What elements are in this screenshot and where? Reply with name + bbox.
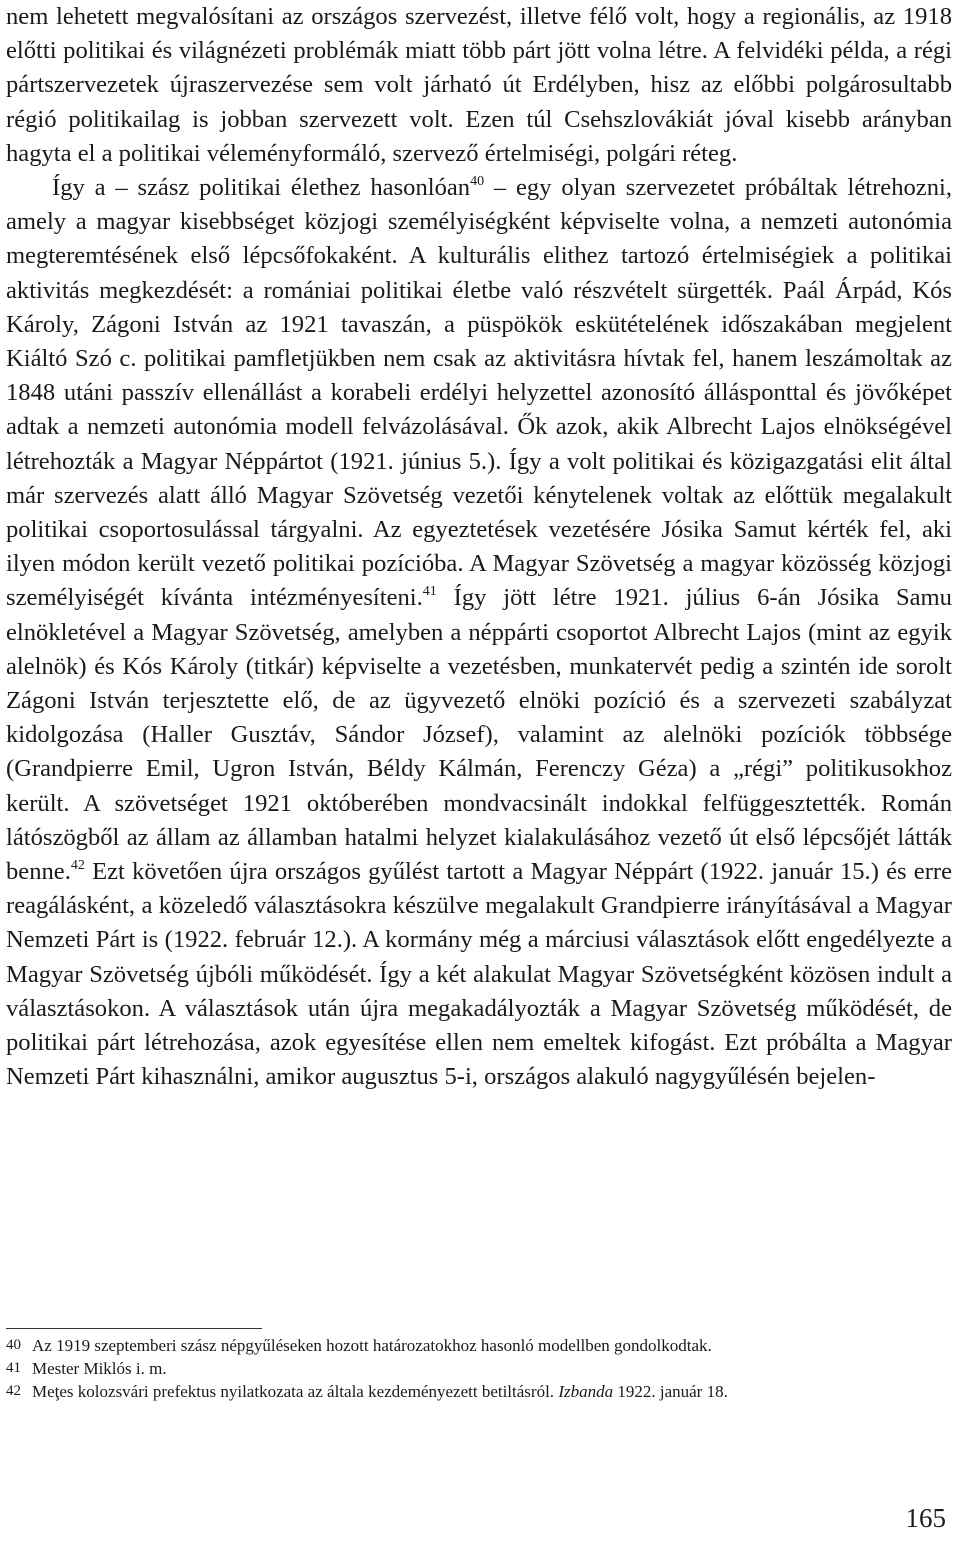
footnote-text xyxy=(32,1380,952,1403)
paragraph-2-segment-4: Ezt követően újra országos gyűlést tartott a Magyar Néppárt (1922. január 15.) és erre reagálásként, a közeledő választásokra készülve megalakult Grandpierre irányításával a Magyar Nemzeti Párt is (1922. február 12.). A kormány még a márciusi választások előtt engedélyezte a Magyar Szövetség újbóli működését. Így a két alakulat Magyar Szövetségként közösen indult a választásokon. A választások után újra megakadályozták a Magyar Szövetség működését, de politikai párt létrehozása, azok egyesítése ellen nem emeltek kifogást. Ezt próbálta a Magyar Nemzeti Párt kihasználni, amikor augusztus 5-i, országos alakuló nagygyűlésén bejelen- xyxy=(6,858,952,1091)
footnote-42 xyxy=(6,1380,952,1403)
paragraph-2-segment-2: – egy olyan szervezetet próbáltak létrehozni, amely a magyar kisebbséget közjogi személyiségként képviselte volna, a nemzeti autonómia megteremtésének első lépcsőfokaként. A kulturális elithez tartozó értelmiségiek a politikai aktivitás megkezdését: a romániai politikai életbe való részvételt sürgették. Paál Árpád, Kós Károly, Zágoni István az 1921 tavaszán, a püspökök eskütételének időszakában megjelent Kiáltó Szó c. politikai pamfletjükben nem csak az aktivitásra hívtak fel, hanem leszámoltak az 1848 utáni passzív ellenállást a korabeli erdélyi helyzettel azonosító állásponttal és jövőképet adtak a nemzeti autonómia modell felvázolásával. Ők azok, akik Albrecht Lajos elnökségével létrehozták a Magyar Néppártot (1921. június 5.). Így a volt politikai és közigazgatási elit által már szervezés alatt álló Magyar Szövetség vezetői kénytelenek voltak az előttük megalakult politikai csoportosulással tárgyalni. Az egyeztetések vezetésére Jósika Samut kérték fel, aki ilyen módon került vezető politikai pozícióba. A Magyar Szövetség a magyar közösség közjogi személyiségét kívánta intézményesíteni. xyxy=(6,174,952,612)
footnote-separator xyxy=(6,1328,262,1329)
footnote-41 xyxy=(6,1357,952,1380)
paragraph-2 xyxy=(6,171,952,1094)
footnote-text: Az 1919 szeptemberi szász népgyűléseken hozott határozatokhoz hasonló modellben gondolkodtak. xyxy=(32,1336,712,1355)
footnote-text-pre: Meţes kolozsvári prefektus nyilatkozata az általa kezdeményezett betiltásról. xyxy=(32,1382,559,1401)
footnote-ref-40[interactable]: 40 xyxy=(470,174,485,190)
paragraph-2-segment-1: Így a – szász politikai élethez hasonlóan xyxy=(52,174,471,202)
footnote-number: 40 xyxy=(6,1337,21,1353)
footnote-40 xyxy=(6,1334,952,1357)
paragraph-2-segment-3: Így jött létre 1921. július 6-án Jósika Samu elnökletével a Magyar Szövetség, amelyben a néppárti csoportot Albrecht Lajos (mint az egyik alelnök) és Kós Károly (titkár) képviselte a vezetésben, munkatervét pedig a szintén ide sorolt Zágoni István terjesztette elő, de az ügyvezető elnöki pozíció és a szervezeti szabályzat kidolgozása (Haller Gusztáv, Sándor József), valamint az alelnöki pozíciók többsége (Grandpierre Emil, Ugron István, Béldy Kálmán, Ferenczy Géza) a „régi” politikusokhoz került. A szövetséget 1921 októberében mondvacsinált indokkal felfüggesztették. Román látószögből az állam az államban hatalmi helyzet kialakulásához vezető út első lépcsőjét látták benne. xyxy=(6,584,952,886)
paragraph-1: nem lehetett megvalósítani az országos szervezést, illetve félő volt, hogy a regionális, az 1918 előtti politikai és világnézeti problémák miatt több párt jött volna létre. A felvidéki példa, a régi pártszervezetek újraszervezése sem volt járható út Erdélyben, hisz az előbbi polgárosultabb régió politikailag is jobban szervezett volt. Ezen túl Csehszlovákiát jóval kisebb arányban hagyta el a politikai véleményformáló, szervező értelmiségi, polgári réteg. xyxy=(6,3,952,167)
footnote-text-post: 1922. január 18. xyxy=(613,1382,728,1401)
footnote-number: 42 xyxy=(6,1383,21,1399)
footnotes xyxy=(6,1334,952,1403)
footnote-text: Mester Miklós i. m. xyxy=(32,1359,167,1378)
page-number: 165 xyxy=(905,1503,946,1533)
footnote-number: 41 xyxy=(6,1360,21,1376)
footnote-ref-42[interactable]: 42 xyxy=(70,858,85,874)
body-text xyxy=(6,0,952,1095)
footnote-ref-41[interactable]: 41 xyxy=(422,584,437,600)
journal-title: Izbanda xyxy=(558,1382,614,1401)
page xyxy=(6,0,952,1095)
